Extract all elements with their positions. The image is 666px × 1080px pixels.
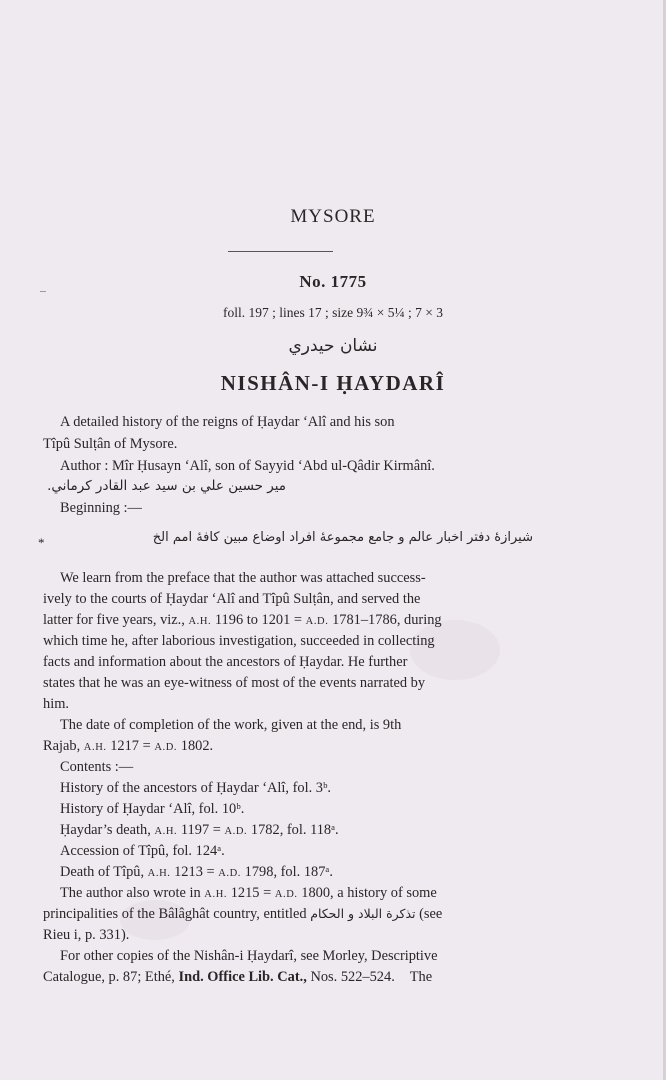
paragraph-line: ively to the courts of Ḥaydar ‘Alî and Tîpû Sulṭân, and served the xyxy=(43,591,421,607)
paragraph-line: Rieu i, p. 331). xyxy=(43,927,130,943)
era-abbrev: A.H. xyxy=(188,616,212,627)
era-abbrev: A.D. xyxy=(154,742,178,753)
paragraph-line: Rajab, A.H. 1217 = A.D. 1802. xyxy=(43,738,214,754)
paragraph-line: which time he, after laborious investigation, succeeded in collecting xyxy=(43,633,435,649)
era-abbrev: A.D. xyxy=(218,868,242,879)
contents-label: Contents :— xyxy=(60,759,134,775)
paragraph-line: The date of completion of the work, given at the end, is 9th xyxy=(60,717,402,733)
beginning-star: * xyxy=(38,535,45,550)
author-line: Author : Mîr Ḥusayn ‘Alî, son of Sayyid ‘Abd ul-Qâdir Kirmânî. xyxy=(60,458,435,474)
paragraph-line: him. xyxy=(43,696,69,712)
contents-item: Accession of Tîpû, fol. 124ᵃ. xyxy=(60,843,225,859)
beginning-arabic: شيرازهٔ دفتر اخبار عالم و جامع مجموعهٔ افراد اوضاع مبين كافهٔ امم الخ xyxy=(152,530,533,545)
author-arabic: مير حسين علي بن سيد عبد القادر كرماني. xyxy=(47,478,286,494)
paragraph-line: We learn from the preface that the author was attached success- xyxy=(60,570,426,586)
era-abbrev: A.D. xyxy=(224,826,248,837)
description-line: A detailed history of the reigns of Ḥaydar ‘Alî and his son xyxy=(60,414,395,430)
entry-title: NISHÂN-I ḤAYDARÎ xyxy=(220,371,446,395)
entry-number: No. 1775 xyxy=(299,272,367,291)
description-line: Tîpû Sulṭân of Mysore. xyxy=(43,436,178,452)
paragraph-line: principalities of the Bâlâghât country, entitled تذكرة البلاد و الحكام (see xyxy=(43,906,443,922)
section-heading: MYSORE xyxy=(290,206,376,227)
heading-rule xyxy=(228,251,333,252)
era-abbrev: A.D. xyxy=(274,889,298,900)
entitled-arabic: تذكرة البلاد و الحكام xyxy=(310,906,416,921)
paragraph-line: latter for five years, viz., A.H. 1196 to 1201 = A.D. 1781–1786, during xyxy=(43,612,442,628)
era-abbrev: A.H. xyxy=(204,889,228,900)
era-abbrev: A.H. xyxy=(83,742,107,753)
era-abbrev: A.H. xyxy=(147,868,171,879)
title-arabic: نشان حيدري xyxy=(288,336,378,356)
paragraph-line: facts and information about the ancestors of Ḥaydar. He further xyxy=(43,654,408,670)
era-abbrev: A.D. xyxy=(305,616,329,627)
contents-item: Death of Tîpû, A.H. 1213 = A.D. 1798, fol. 187ᵃ. xyxy=(60,864,333,880)
paragraph-line: states that he was an eye-witness of most of the events narrated by xyxy=(43,675,426,691)
paragraph-line: Catalogue, p. 87; Ethé, Ind. Office Lib. Cat., Nos. 522–524. The xyxy=(43,969,433,985)
contents-item: History of Ḥaydar ‘Alî, fol. 10ᵇ. xyxy=(60,801,245,817)
beginning-label: Beginning :— xyxy=(60,500,142,516)
paragraph-line: For other copies of the Nishân-i Ḥaydarî, see Morley, Descriptive xyxy=(60,948,438,964)
manuscript-specs: foll. 197 ; lines 17 ; size 9¾ × 5¼ ; 7 × 3 xyxy=(223,305,443,320)
paragraph-line: The author also wrote in A.H. 1215 = A.D. 1800, a history of some xyxy=(60,885,437,901)
contents-item: Ḥaydar’s death, A.H. 1197 = A.D. 1782, fol. 118ᵃ. xyxy=(60,822,339,838)
contents-item: History of the ancestors of Ḥaydar ‘Alî, fol. 3ᵇ. xyxy=(60,780,332,796)
era-abbrev: A.H. xyxy=(154,826,178,837)
